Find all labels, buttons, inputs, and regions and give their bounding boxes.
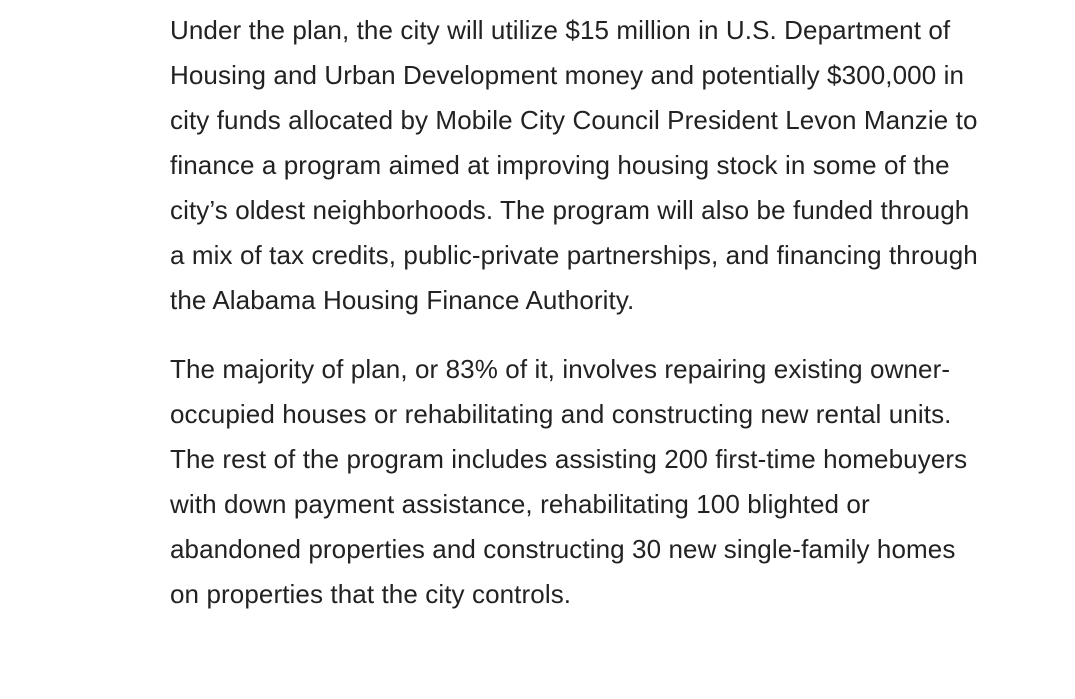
paragraph-funding: Under the plan, the city will utilize $15 million in U.S. Department of Housing and Urban Development money and potentially $300,000 in city funds allocated by Mobile City Council President Levon Manzie to finance a program aimed at improving housing stock in some of the city’s oldest neighborhoods. The program will also be funded through a mix of tax credits, public-private partnerships, and financing through the Alabama Housing Finance Authority. xyxy=(170,15,978,315)
article-body xyxy=(170,8,980,641)
paragraph-plan-breakdown: The majority of plan, or 83% of it, involves repairing existing owner-occupied houses or rehabilitating and constructing new rental units. The rest of the program includes assisting 200 first-time homebuyers with down payment assistance, rehabilitating 100 blighted or abandoned properties and constructing 30 new single-family homes on properties that the city controls. xyxy=(170,354,968,609)
